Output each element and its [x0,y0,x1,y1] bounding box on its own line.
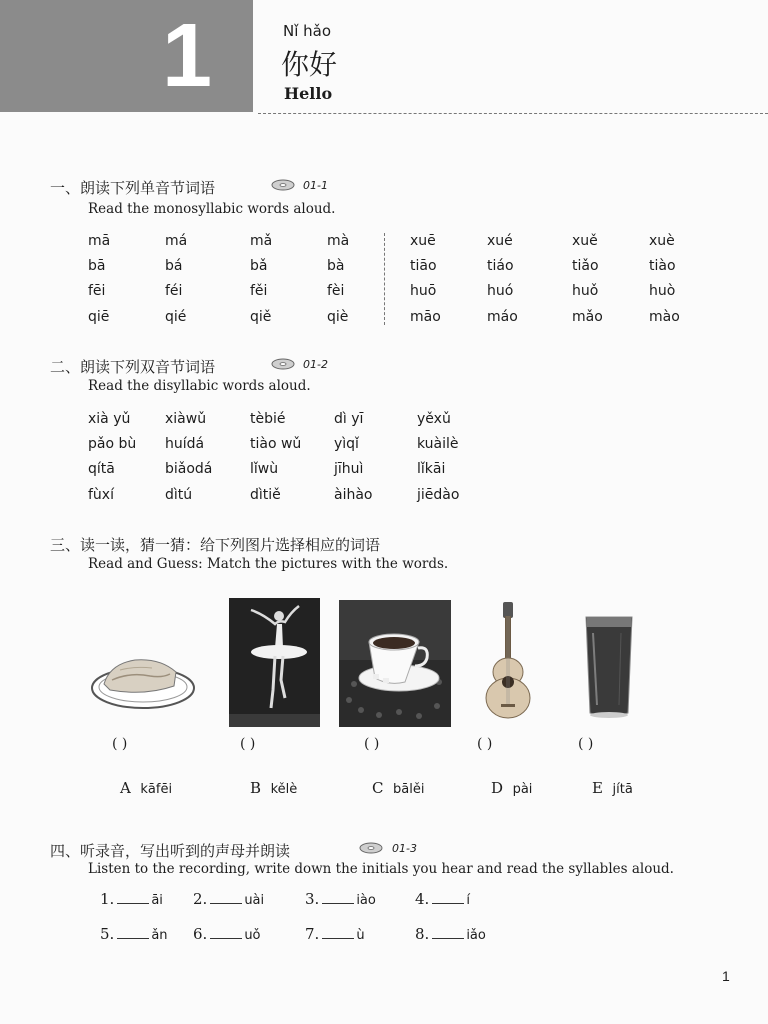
initial-blank[interactable] [322,926,354,939]
word-cell: àihào [334,487,373,503]
option-d [491,779,532,797]
audio-disc-icon [270,177,296,191]
dictation-item [100,890,163,908]
syllable-cell: mā [88,233,111,249]
syllable-cell: xuē [410,233,436,249]
dictation-item [193,925,261,943]
syllable-cell: mào [649,309,680,325]
option-letter: C [372,779,384,797]
option-letter: A [120,779,131,797]
audio-disc-icon [358,840,384,854]
word-cell: tèbié [250,411,286,427]
section2-subtitle: Read the disyllabic words aloud. [88,378,311,394]
syllable-cell: máo [487,309,518,325]
word-cell: dìtiě [250,487,281,503]
word-cell: qítā [88,461,115,477]
dictation-item [305,925,365,943]
lesson-title-hanzi: 你好 [281,48,338,81]
word-cell: jiēdào [417,487,460,503]
syllable-cell: bà [327,258,345,274]
guitar-icon [482,600,534,722]
word-cell: dìtú [165,487,193,503]
syllable-cell: fèi [327,283,345,299]
lesson-title-pinyin: Nǐ hǎo [283,22,332,40]
syllable-cell: huò [649,283,676,299]
ballerina-icon [229,598,320,727]
item-number: 3. [305,890,320,908]
final-text: ù [356,928,365,943]
final-text: iǎo [466,928,486,943]
syllable-cell: féi [165,283,183,299]
syllable-cell: qiè [327,309,349,325]
option-word: bālěi [393,782,425,797]
syllable-cell: xuè [649,233,675,249]
option-letter: D [491,779,504,797]
lesson-number: 1 [162,6,213,106]
dictation-item [193,890,264,908]
syllable-cell: mǎ [250,233,273,249]
syllable-cell: huǒ [572,283,599,299]
initial-blank[interactable] [117,891,149,904]
section3-title: 三、读一读，猜一猜：给下列图片选择相应的词语 [50,536,381,554]
final-text: ǎn [151,928,168,943]
word-cell: yěxǔ [417,411,451,427]
option-a [120,779,172,797]
word-cell: kuàilè [417,436,459,452]
syllable-cell: mà [327,233,350,249]
initial-blank[interactable] [117,926,149,939]
dictation-item [305,890,376,908]
option-letter: E [592,779,603,797]
final-text: uǒ [244,928,261,943]
word-cell: jīhuì [334,461,364,477]
audio-disc-icon [270,356,296,370]
initial-blank[interactable] [432,891,464,904]
syllable-cell: má [165,233,188,249]
option-b [250,779,297,797]
dictation-item [415,925,486,943]
word-cell: huídá [165,436,205,452]
word-cell: dì yī [334,411,364,427]
item-number: 7. [305,925,320,943]
section2-title: 二、朗读下列双音节词语 [50,358,216,376]
syllable-cell: qiě [250,309,272,325]
syllable-cell: māo [410,309,441,325]
option-word: kāfēi [140,782,173,797]
word-cell: xià yǔ [88,411,131,427]
section1-subtitle: Read the monosyllabic words aloud. [88,201,336,217]
syllable-cell: huó [487,283,514,299]
syllable-cell: tiǎo [572,258,599,274]
answer-blank: ( ) [578,736,594,752]
section4-title: 四、听录音，写出听到的声母并朗读 [50,842,291,860]
word-cell: biǎodá [165,461,213,477]
syllable-cell: xuě [572,233,598,249]
item-number: 5. [100,925,115,943]
syllable-cell: huō [410,283,437,299]
section1-audio-code: 01-1 [303,179,328,192]
dictation-item [415,890,470,908]
section3-subtitle: Read and Guess: Match the pictures with the words. [88,556,449,572]
initial-blank[interactable] [210,926,242,939]
grid-divider [384,233,385,325]
item-number: 4. [415,890,430,908]
syllable-cell: fěi [250,283,268,299]
syllable-cell: qié [165,309,187,325]
answer-blank: ( ) [240,736,256,752]
dictation-item [100,925,168,943]
syllable-cell: mǎo [572,309,603,325]
word-cell: lǐkāi [417,461,446,477]
word-cell: yìqǐ [334,436,359,452]
pie-icon [90,650,196,712]
option-word: kělè [270,782,298,797]
answer-blank: ( ) [112,736,128,752]
word-cell: lǐwù [250,461,279,477]
section1-title: 一、朗读下列单音节词语 [50,179,216,197]
syllable-cell: tiào [649,258,676,274]
option-c [372,779,424,797]
option-e [592,779,633,797]
option-word: jítā [612,782,633,797]
initial-blank[interactable] [322,891,354,904]
syllable-cell: tiáo [487,258,514,274]
answer-blank: ( ) [364,736,380,752]
item-number: 8. [415,925,430,943]
section4-audio-code: 01-3 [392,842,417,855]
final-text: āi [151,893,163,908]
answer-blank: ( ) [477,736,493,752]
initial-blank[interactable] [210,891,242,904]
section2-audio-code: 01-2 [303,358,328,371]
section4-subtitle: Listen to the recording, write down the initials you hear and read the syllables aloud. [88,861,674,877]
word-cell: fùxí [88,487,114,503]
page-number: 1 [722,968,730,984]
syllable-cell: bǎ [250,258,268,274]
syllable-cell: xué [487,233,513,249]
cola-glass-icon [583,613,635,721]
syllable-cell: tiāo [410,258,437,274]
item-number: 6. [193,925,208,943]
option-letter: B [250,779,262,797]
coffee-cup-icon [339,600,451,727]
option-word: pài [512,782,533,797]
syllable-cell: bā [88,258,106,274]
item-number: 2. [193,890,208,908]
final-text: í [466,893,470,908]
syllable-cell: bá [165,258,183,274]
word-cell: pǎo bù [88,436,137,452]
item-number: 1. [100,890,115,908]
word-cell: tiào wǔ [250,436,302,452]
syllable-cell: fēi [88,283,106,299]
word-cell: xiàwǔ [165,411,207,427]
header-divider [258,113,768,114]
initial-blank[interactable] [432,926,464,939]
final-text: iào [356,893,376,908]
final-text: uài [244,893,265,908]
syllable-cell: qiē [88,309,110,325]
lesson-title-english: Hello [284,84,333,103]
